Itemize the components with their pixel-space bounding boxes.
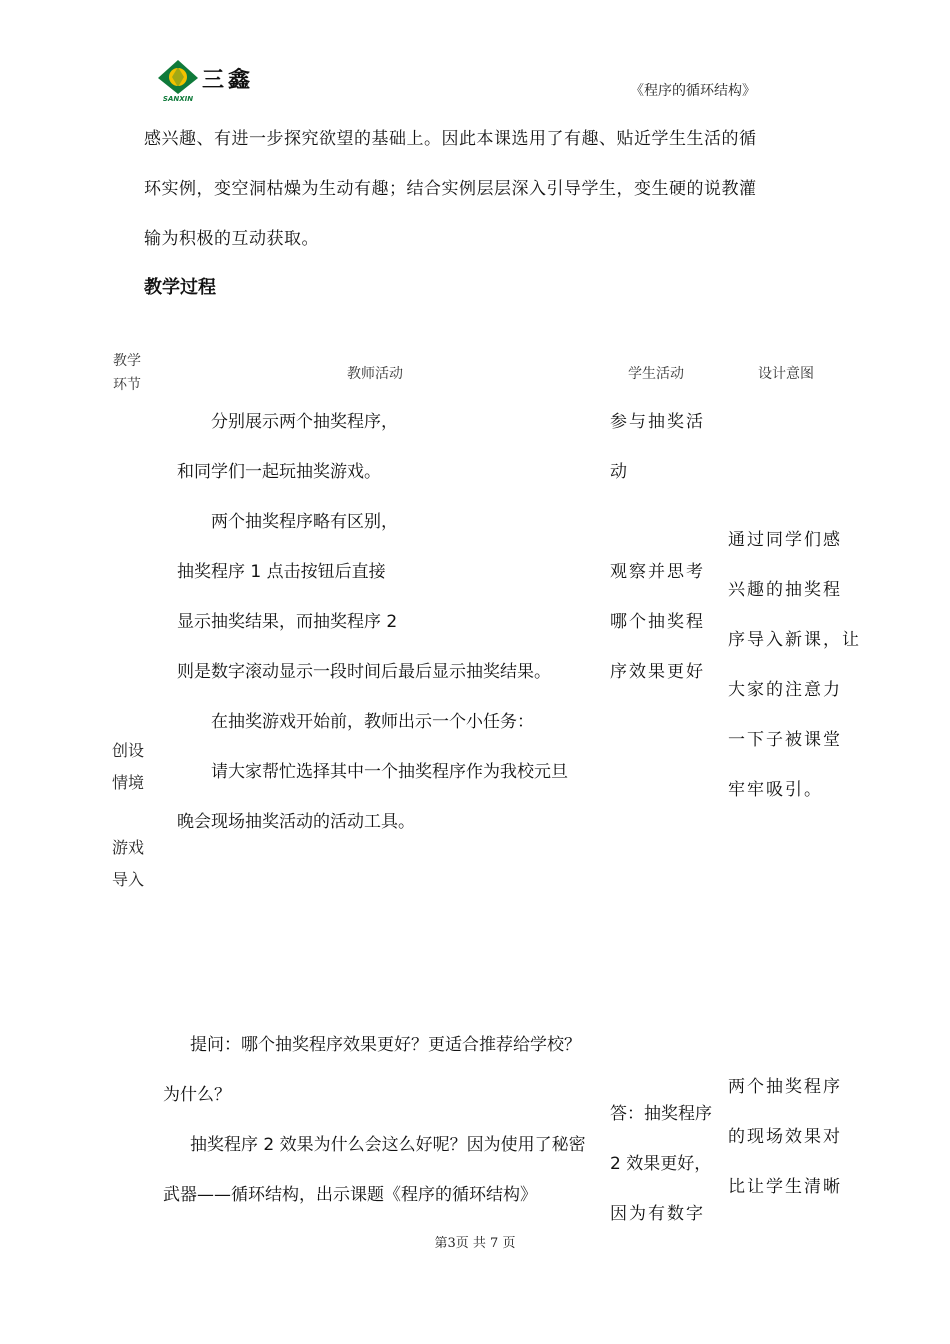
- header-student-activity: 学生活动: [628, 366, 684, 382]
- student-activity-line: 动: [610, 462, 629, 482]
- teacher-activity-line: 两个抽奖程序略有区别，: [211, 512, 398, 532]
- teacher-activity-line: 抽奖程序 1 点击按钮后直接: [177, 562, 386, 582]
- header-stage-line1: 教学: [113, 353, 141, 369]
- stage-label: 情境: [112, 773, 145, 792]
- design-intent-line: 一下子被课堂: [728, 730, 842, 750]
- design-intent-line: 大家的注意力: [728, 680, 842, 700]
- intro-line: 感兴趣、有进一步探究欲望的基础上。因此本课选用了有趣、贴近学生生活的循: [144, 129, 757, 149]
- intro-line: 输为积极的互动获取。: [144, 229, 319, 249]
- design-intent-line: 通过同学们感: [728, 530, 842, 550]
- teacher-activity-line: 和同学们一起玩抽奖游戏。: [177, 462, 381, 482]
- student-activity-line: 参与抽奖活: [610, 412, 705, 432]
- student-activity-line: 观察并思考: [610, 562, 705, 582]
- logo-emblem-icon: [154, 58, 202, 102]
- stage-label: 导入: [112, 870, 145, 889]
- teacher-activity-line: 武器——循环结构，出示课题《程序的循环结构》: [163, 1185, 537, 1205]
- student-activity-line: 2 效果更好，: [610, 1154, 712, 1174]
- design-intent-line: 序导入新课，让: [728, 630, 861, 650]
- doc-title: 《程序的循环结构》: [630, 83, 756, 99]
- stage-label: 游戏: [112, 838, 145, 857]
- teacher-activity-line: 为什么？: [163, 1085, 231, 1105]
- section-title: 教学过程: [144, 277, 216, 298]
- student-activity-line: 答：抽奖程序: [610, 1104, 712, 1124]
- design-intent-line: 牢牢吸引。: [728, 780, 823, 800]
- teacher-activity-line: 在抽奖游戏开始前，教师出示一个小任务：: [211, 712, 534, 732]
- design-intent-line: 比让学生清晰: [728, 1177, 842, 1197]
- design-intent-line: 兴趣的抽奖程: [728, 580, 842, 600]
- logo-text: 三鑫: [202, 67, 255, 93]
- header-stage-line2: 环节: [113, 377, 141, 393]
- student-activity-line: 哪个抽奖程: [610, 612, 705, 632]
- header-design-intent: 设计意图: [758, 366, 814, 382]
- student-activity-line: 序效果更好: [610, 662, 705, 682]
- teacher-activity-line: 晚会现场抽奖活动的活动工具。: [177, 812, 415, 832]
- page-footer: 第3页 共 7 页: [434, 1236, 516, 1251]
- design-intent-line: 两个抽奖程序: [728, 1077, 842, 1097]
- teacher-activity-line: 抽奖程序 2 效果为什么会这么好呢？因为使用了秘密: [190, 1135, 586, 1155]
- stage-label: 创设: [112, 741, 145, 760]
- teacher-activity-line: 请大家帮忙选择其中一个抽奖程序作为我校元旦: [211, 762, 568, 782]
- teacher-activity-line: 显示抽奖结果，而抽奖程序 2: [177, 612, 398, 632]
- student-activity-line: 因为有数字: [610, 1204, 705, 1224]
- header-teacher-activity: 教师活动: [347, 366, 403, 382]
- teacher-activity-line: 提问：哪个抽奖程序效果更好？更适合推荐给学校？: [190, 1035, 581, 1055]
- teacher-activity-line: 分别展示两个抽奖程序，: [211, 412, 398, 432]
- logo-subtext: SANXIN: [162, 95, 194, 102]
- design-intent-line: 的现场效果对: [728, 1127, 842, 1147]
- teacher-activity-line: 则是数字滚动显示一段时间后最后显示抽奖结果。: [177, 662, 551, 682]
- intro-line: 环实例，变空洞枯燥为生动有趣；结合实例层层深入引导学生，变生硬的说教灌: [144, 179, 757, 199]
